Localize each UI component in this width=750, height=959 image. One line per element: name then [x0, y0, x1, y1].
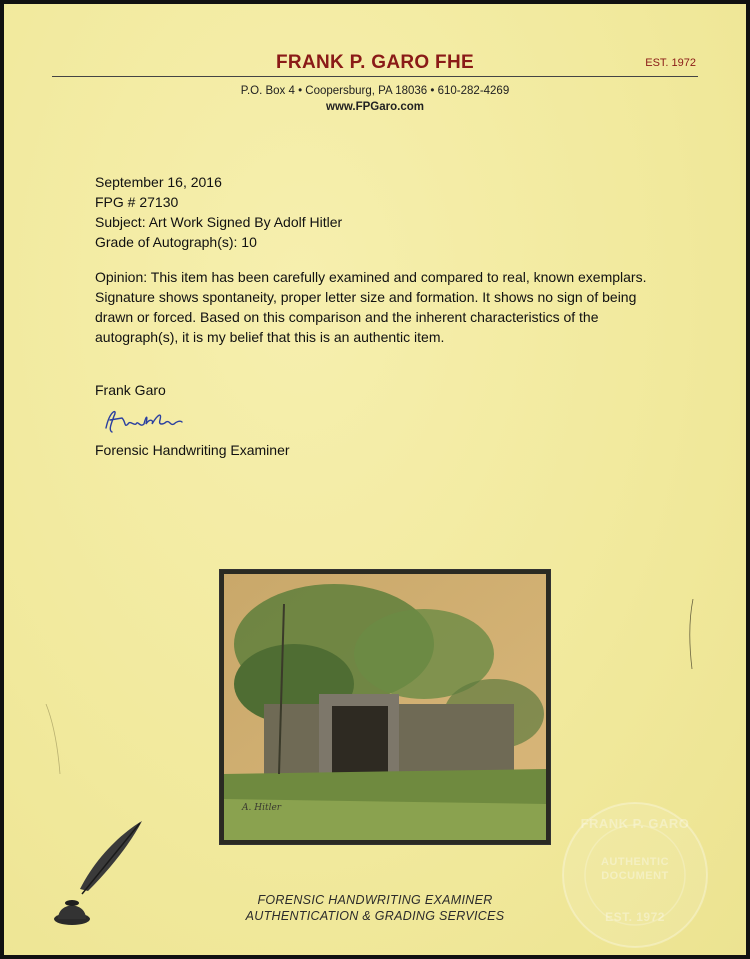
footer-line-2: AUTHENTICATION & GRADING SERVICES: [245, 909, 505, 923]
header-divider: [52, 76, 698, 77]
seal-middle-text-2: DOCUMENT: [601, 870, 669, 882]
subject: Subject: Art Work Signed By Adolf Hitler: [95, 214, 343, 230]
seal-bottom-text: EST. 1972: [605, 910, 665, 924]
company-name: FRANK P. GARO FHE: [276, 52, 474, 73]
fpg-number: FPG # 27130: [95, 194, 179, 210]
certificate-page: [4, 4, 746, 955]
embossed-seal: [560, 800, 710, 950]
seal-top-text: FRANK P. GARO: [580, 816, 690, 831]
opinion-text: Opinion: This item has been carefully examined and compared to real, known exemplars. Signature shows spontaneity, proper letter size and formation. It shows no sign of being drawn or forced. Based on this comparison and the inherent characteristics of the autograph(s), it is my belief that this is an authentic item.: [95, 269, 647, 345]
examiner-title: Forensic Handwriting Examiner: [95, 442, 290, 458]
footer-line-1: FORENSIC HANDWRITING EXAMINER: [257, 893, 493, 907]
paper-crease: [44, 704, 64, 779]
contact-line: P.O. Box 4 • Coopersburg, PA 18036 • 610-282-4269: [240, 85, 510, 97]
examiner-name: Frank Garo: [95, 382, 166, 398]
website-link[interactable]: www.FPGaro.com: [326, 101, 424, 113]
artwork-photo: [220, 570, 550, 844]
seal-middle-text: AUTHENTIC: [600, 856, 670, 868]
paper-crease: [687, 599, 697, 674]
established-label: EST. 1972: [645, 57, 696, 69]
painting-signature: A. Hitler: [242, 803, 282, 813]
examiner-signature: [100, 406, 190, 441]
certificate-meta: [95, 172, 342, 252]
grade: Grade of Autograph(s): 10: [95, 234, 257, 250]
date: September 16, 2016: [95, 174, 222, 190]
